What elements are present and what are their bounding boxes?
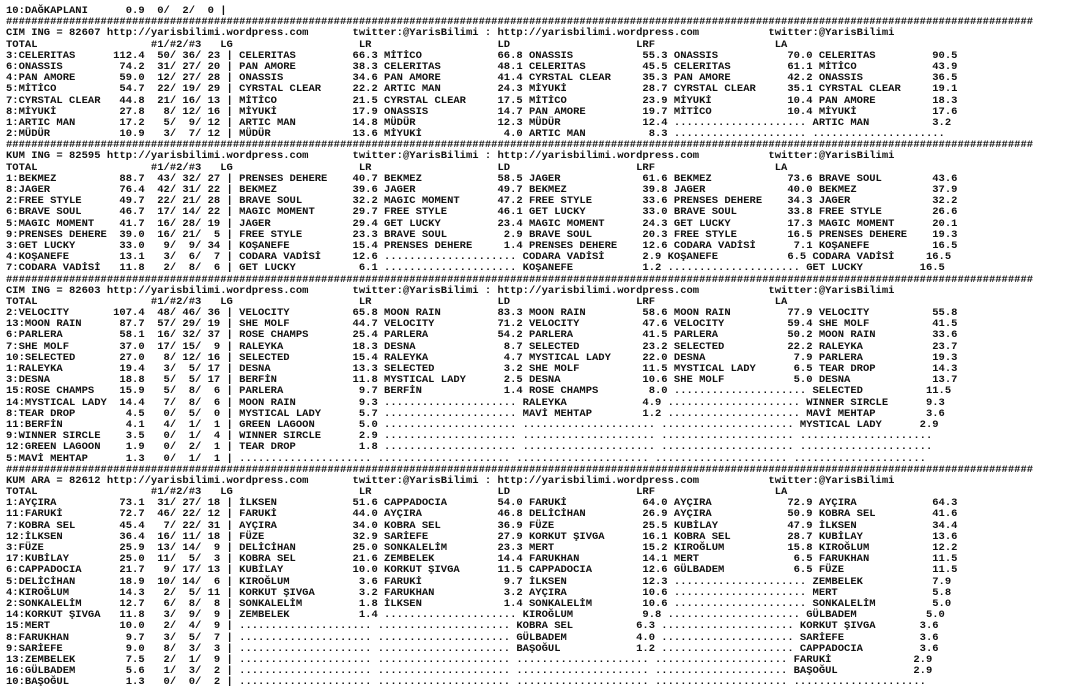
table-row: 1:BEKMEZ 88.7 43/ 32/ 27 | PRENSES DEHERE 40.7 BEKMEZ 58.5 JAGER 61.6 BEKMEZ 73.6 BRAVE SOUL 43.6 <box>6 172 958 185</box>
table-row: 8:MİYUKİ 27.8 8/ 12/ 16 | MİYUKİ 17.9 ONASSIS 14.7 PAN AMORE 19.7 MİTİCO 10.4 MİYUKİ 17.6 <box>6 105 958 118</box>
title-line: 10:DAĞKAPLANI 0.9 0/ 2/ 0 | <box>6 5 227 17</box>
table-row: 7:KOBRA SEL 45.4 7/ 22/ 31 | AYÇIRA 34.0 KOBRA SEL 36.9 FÜZE 25.5 KUBİLAY 47.9 İLKSEN 34.4 <box>6 519 958 532</box>
table-row: 5:MAVİ MEHTAP 1.3 0/ 1/ 1 | ..................... ..................... ..................... ..................... ..................... <box>6 452 926 465</box>
table-row: 16:GÜLBADEM 5.6 1/ 3/ 2 | ..................... ..................... ..................... ..................... BAŞOĞUL 2.9 <box>6 665 933 678</box>
table-row: 3:CELERITAS 112.4 50/ 36/ 23 | CELERITAS 66.3 MİTİCO 66.8 ONASSIS 55.3 ONASSIS 70.0 CELERITAS 90.5 <box>6 49 958 62</box>
table-row: 3:GET LUCKY 33.0 9/ 9/ 34 | KOŞANEFE 15.4 PRENSES DEHERE 1.4 PRENSES DEHERE 12.6 CODARA VADİSİ 7.1 KOŞANEFE 16.5 <box>6 239 958 252</box>
table-row: 7:CODARA VADİSİ 11.8 2/ 8/ 6 | GET LUCKY 6.1 ..................... KOŞANEFE 1.2 ..................... GET LUCKY 16.5 <box>6 262 945 275</box>
table-row: 2:MÜDÜR 10.9 3/ 7/ 12 | MÜDÜR 13.6 MİYUKİ 4.0 ARTIC MAN 8.3 ..................... ..................... <box>6 128 945 141</box>
table-row: 12:GREEN LAGOON 1.9 0/ 2/ 1 | TEAR DROP 1.8 ..................... ..................... ..................... ..................... <box>6 441 933 454</box>
separator-line: ################################################################################################################################################################### <box>6 463 1034 476</box>
table-row: 13:MOON RAIN 87.7 57/ 29/ 19 | SHE MOLF 44.7 VELOCITY 71.2 VELOCITY 47.6 VELOCITY 59.4 SHE MOLF 41.5 <box>6 318 958 331</box>
separator-line: ################################################################################################################################################################### <box>6 273 1034 286</box>
table-row: 1:AYÇIRA 73.1 31/ 27/ 18 | İLKSEN 51.6 CAPPADOCIA 54.0 FARUKİ 64.0 AYÇIRA 72.9 AYÇIRA 64.3 <box>6 497 958 510</box>
table-row: 5:MİTİCO 54.7 22/ 19/ 29 | CYRSTAL CLEAR 22.2 ARTIC MAN 24.3 MİYUKİ 28.7 CYRSTAL CLEAR 35.1 CYRSTAL CLEAR 19.1 <box>6 83 958 96</box>
column-header: TOTAL #1/#2/#3 LG LR LD LRF LA <box>6 161 788 174</box>
table-row: 6:CAPPADOCIA 21.7 9/ 17/ 13 | KUBİLAY 10.0 KORKUT ŞIVGA 11.5 CAPPADOCIA 12.6 GÜLBADEM 6.5 FÜZE 11.5 <box>6 564 958 577</box>
column-header: TOTAL #1/#2/#3 LG LR LD LRF LA <box>6 486 788 499</box>
column-header: TOTAL #1/#2/#3 LG LR LD LRF LA <box>6 295 788 308</box>
table-row: 4:KIROĞLUM 14.3 2/ 5/ 11 | KORKUT ŞIVGA 3.2 FARUKHAN 3.2 AYÇIRA 10.6 ..................... MERT 5.8 <box>6 586 952 599</box>
race-header: CIM ING = 82603 http://yarisbilimi.wordpress.com twitter:@YarisBilimi : http://yarisbilimi.wordpress.com twitter:@YarisBilimi <box>6 284 895 297</box>
race-header: KUM ING = 82595 http://yarisbilimi.wordpress.com twitter:@YarisBilimi : http://yarisbilimi.wordpress.com twitter:@YarisBilimi <box>6 150 895 163</box>
table-row: 7:SHE MOLF 37.0 17/ 15/ 9 | RALEYKA 18.3 DESNA 8.7 SELECTED 23.2 SELECTED 22.2 RALEYKA 23.7 <box>6 340 958 353</box>
table-row: 8:TEAR DROP 4.5 0/ 5/ 0 | MYSTICAL LADY 5.7 ..................... MAVİ MEHTAP 1.2 ..................... MAVİ MEHTAP 3.6 <box>6 407 945 420</box>
column-header: TOTAL #1/#2/#3 LG LR LD LRF LA <box>6 38 788 51</box>
table-row: 9:PRENSES DEHERE 39.0 16/ 21/ 5 | FREE STYLE 23.3 BRAVE SOUL 2.9 BRAVE SOUL 20.3 FREE STYLE 16.5 PRENSES DEHERE 19.3 <box>6 228 958 241</box>
table-row: 15:ROSE CHAMPS 15.9 5/ 8/ 6 | PARLERA 9.7 BERFİN 1.4 ROSE CHAMPS 8.0 ..................... SELECTED 11.5 <box>6 385 952 398</box>
table-row: 14:KORKUT ŞIVGA 11.8 3/ 9/ 9 | ZEMBELEK 1.4 ..................... KIROĞLUM 9.8 ..................... GÜLBADEM 5.0 <box>6 609 945 622</box>
table-row: 7:CYRSTAL CLEAR 44.8 21/ 16/ 13 | MİTİCO 21.5 CYRSTAL CLEAR 17.5 MİTİCO 23.9 MİYUKİ 10.4 PAN AMORE 18.3 <box>6 94 958 107</box>
table-row: 8:JAGER 76.4 42/ 31/ 22 | BEKMEZ 39.6 JAGER 49.7 BEKMEZ 39.8 JAGER 40.0 BEKMEZ 37.9 <box>6 184 958 196</box>
table-row: 6:PARLERA 58.1 16/ 32/ 37 | ROSE CHAMPS 25.4 PARLERA 54.2 PARLERA 41.5 PARLERA 50.2 MOON RAIN 33.6 <box>6 329 958 342</box>
table-row: 2:SONKALELİM 12.7 6/ 8/ 8 | SONKALELİM 1.8 İLKSEN 1.4 SONKALELİM 10.6 ..................... SONKALELİM 5.0 <box>6 597 952 610</box>
table-row: 13:ZEMBELEK 7.5 2/ 1/ 9 | ..................... ..................... ..................... ..................... FARUKİ 2.9 <box>6 653 933 666</box>
table-row: 4:KOŞANEFE 13.1 3/ 6/ 7 | CODARA VADİSİ 12.6 ..................... CODARA VADİSİ 2.9 KOŞANEFE 6.5 CODARA VADİSİ 16.5 <box>6 251 952 264</box>
table-row: 17:KUBİLAY 25.0 11/ 5/ 3 | KOBRA SEL 21.6 ZEMBELEK 14.4 FARUKHAN 14.1 MERT 6.5 FARUKHAN 11.5 <box>6 553 958 566</box>
table-row: 15:MERT 10.0 2/ 4/ 9 | ..................... ..................... KOBRA SEL 6.3 ..................... KORKUT ŞIVGA 3.6 <box>6 620 939 633</box>
separator-line: ################################################################################################################################################################### <box>6 16 1034 29</box>
race-header: KUM ARA = 82612 http://yarisbilimi.wordpress.com twitter:@YarisBilimi : http://yarisbilimi.wordpress.com twitter:@YarisBilimi <box>6 474 895 487</box>
table-row: 11:FARUKİ 72.7 46/ 22/ 12 | FARUKİ 44.0 AYÇIRA 46.8 DELİCİHAN 26.9 AYÇIRA 50.9 KOBRA SEL 41.6 <box>6 508 958 521</box>
table-row: 5:DELİCİHAN 18.9 10/ 14/ 6 | KIROĞLUM 3.6 FARUKİ 9.7 İLKSEN 12.3 ..................... ZEMBELEK 7.9 <box>6 575 952 588</box>
table-row: 9:WINNER SIRCLE 3.5 0/ 1/ 4 | WINNER SIRCLE 2.9 ..................... ..................... ..................... ..................... <box>6 430 933 443</box>
table-row: 3:DESNA 18.8 5/ 5/ 17 | BERFİN 11.8 MYSTICAL LADY 2.5 DESNA 10.6 SHE MOLF 5.0 DESNA 13.7 <box>6 374 958 387</box>
table-row: 12:İLKSEN 36.4 16/ 11/ 18 | FÜZE 32.9 SARİEFE 27.9 KORKUT ŞIVGA 16.1 KOBRA SEL 28.7 KUBİLAY 13.6 <box>6 530 958 543</box>
table-row: 1:ARTIC MAN 17.2 5/ 9/ 12 | ARTIC MAN 14.8 MÜDÜR 12.3 MÜDÜR 12.4 ..................... ARTIC MAN 3.2 <box>6 116 952 129</box>
race-header: CIM ING = 82607 http://yarisbilimi.wordpress.com twitter:@YarisBilimi : http://yarisbilimi.wordpress.com twitter:@YarisBilimi <box>6 27 895 40</box>
table-row: 8:FARUKHAN 9.7 3/ 5/ 7 | ..................... ..................... GÜLBADEM 4.0 ..................... SARİEFE 3.6 <box>6 631 939 644</box>
separator-line: ################################################################################################################################################################### <box>6 139 1034 152</box>
table-row: 6:BRAVE SOUL 46.7 17/ 14/ 22 | MAGIC MOMENT 29.7 FREE STYLE 46.1 GET LUCKY 33.0 BRAVE SOUL 33.8 FREE STYLE 26.6 <box>6 206 958 219</box>
table-row: 14:MYSTICAL LADY 14.4 7/ 8/ 6 | MOON RAIN 9.3 ..................... RALEYKA 4.9 ..................... WINNER SIRCLE 9.3 <box>6 396 945 409</box>
table-row: 4:PAN AMORE 59.0 12/ 27/ 28 | ONASSIS 34.6 PAN AMORE 41.4 CYRSTAL CLEAR 35.3 PAN AMORE 42.2 ONASSIS 36.5 <box>6 72 958 85</box>
table-row: 1:RALEYKA 19.4 3/ 5/ 17 | DESNA 13.3 SELECTED 3.2 SHE MOLF 11.5 MYSTICAL LADY 6.5 TEAR DROP 14.3 <box>6 363 958 375</box>
table-row: 10:BAŞOĞUL 1.3 0/ 0/ 2 | ..................... ..................... ..................... ..................... ..................... <box>6 676 926 688</box>
table-row: 9:SARİEFE 9.0 8/ 3/ 3 | ..................... ..................... BAŞOĞUL 1.2 ..................... CAPPADOCIA 3.6 <box>6 642 939 655</box>
table-row: 5:MAGIC MOMENT 41.7 16/ 28/ 19 | JAGER 29.4 GET LUCKY 23.4 MAGIC MOMENT 24.3 GET LUCKY 17.3 MAGIC MOMENT 20.1 <box>6 217 958 230</box>
table-row: 3:FÜZE 25.9 13/ 14/ 9 | DELİCİHAN 25.0 SONKALELİM 23.3 MERT 15.2 KIROĞLUM 15.8 KIROĞLUM 12.2 <box>6 542 958 554</box>
table-row: 11:BERFİN 4.1 4/ 1/ 1 | GREEN LAGOON 5.0 ..................... ..................... ..................... MYSTICAL LADY 2.9 <box>6 418 939 431</box>
table-row: 2:VELOCITY 107.4 48/ 46/ 36 | VELOCITY 65.8 MOON RAIN 83.3 MOON RAIN 58.6 MOON RAIN 77.9 VELOCITY 55.8 <box>6 307 958 320</box>
table-row: 10:SELECTED 27.0 8/ 12/ 16 | SELECTED 15.4 RALEYKA 4.7 MYSTICAL LADY 22.0 DESNA 7.9 PARLERA 19.3 <box>6 351 958 364</box>
table-row: 6:ONASSIS 74.2 31/ 27/ 20 | PAN AMORE 38.3 CELERITAS 48.1 CELERITAS 45.5 CELERITAS 61.1 MİTİCO 43.9 <box>6 60 958 73</box>
table-row: 2:FREE STYLE 49.7 22/ 21/ 28 | BRAVE SOUL 32.2 MAGIC MOMENT 47.2 FREE STYLE 33.6 PRENSES DEHERE 34.3 JAGER 32.2 <box>6 195 958 208</box>
